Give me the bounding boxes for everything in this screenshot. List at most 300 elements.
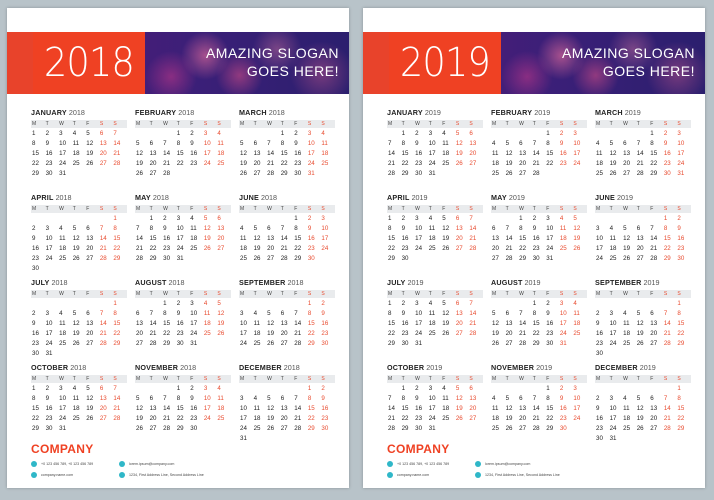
weekday-label: W bbox=[163, 121, 168, 127]
day-cell: 10 bbox=[240, 405, 247, 412]
day-cell: 10 bbox=[45, 235, 53, 242]
day-cell: 7 bbox=[505, 225, 510, 232]
weekday-label: S bbox=[203, 291, 208, 297]
weekday-label: F bbox=[294, 291, 298, 297]
day-cell: 27 bbox=[217, 245, 225, 252]
day-cell: 15 bbox=[113, 320, 121, 327]
day-cell: 16 bbox=[294, 150, 302, 157]
day-cell: 5 bbox=[442, 215, 446, 222]
weekday-label: W bbox=[519, 206, 524, 212]
month-year: 2018 bbox=[180, 363, 197, 372]
month-october bbox=[31, 363, 127, 443]
day-cell: 6 bbox=[99, 385, 104, 392]
empty-cell bbox=[240, 384, 254, 394]
day-cell: 30 bbox=[596, 350, 603, 357]
day-cell: 25 bbox=[217, 160, 225, 167]
contact-email bbox=[475, 460, 530, 468]
weekday-label: T bbox=[401, 376, 405, 382]
weekday-label: M bbox=[240, 206, 245, 212]
day-cell: 4 bbox=[492, 395, 496, 402]
day-cell: 23 bbox=[415, 415, 423, 422]
day-cell: 12 bbox=[240, 150, 247, 157]
weekday-label: T bbox=[253, 376, 257, 382]
day-cell: 22 bbox=[546, 160, 554, 167]
day-cell: 15 bbox=[401, 150, 409, 157]
day-cell: 17 bbox=[45, 330, 53, 337]
month-name: OCTOBER bbox=[387, 363, 425, 372]
slogan-line-2: GOES HERE! bbox=[602, 63, 695, 79]
day-cell: 28 bbox=[663, 425, 671, 432]
day-cell: 28 bbox=[294, 425, 302, 432]
weekday-label: S bbox=[217, 291, 221, 297]
weekday-label: T bbox=[72, 206, 76, 212]
day-cell: 4 bbox=[623, 310, 627, 317]
empty-cell bbox=[240, 214, 254, 224]
month-title bbox=[387, 363, 483, 375]
day-cell: 2 bbox=[596, 395, 600, 402]
day-cell: 30 bbox=[559, 425, 567, 432]
day-cell: 8 bbox=[280, 140, 285, 147]
day-cell: 10 bbox=[45, 320, 53, 327]
weekday-header bbox=[31, 290, 127, 298]
day-cell: 10 bbox=[59, 395, 67, 402]
month-year: 2019 bbox=[424, 108, 441, 117]
contact-email bbox=[119, 460, 174, 468]
day-cell: 11 bbox=[428, 225, 436, 232]
weekday-label: F bbox=[442, 121, 446, 127]
weekday-label: M bbox=[388, 121, 393, 127]
day-cell: 8 bbox=[32, 395, 36, 402]
day-cell: 12 bbox=[492, 320, 499, 327]
day-cell: 11 bbox=[59, 320, 66, 327]
day-cell: 19 bbox=[636, 415, 644, 422]
day-cell: 21 bbox=[136, 245, 143, 252]
weekday-label: T bbox=[401, 206, 405, 212]
day-cell: 22 bbox=[532, 330, 540, 337]
empty-cell bbox=[637, 129, 651, 139]
weekday-label: F bbox=[546, 206, 550, 212]
empty-cell bbox=[254, 129, 268, 139]
day-cell: 1 bbox=[677, 385, 681, 392]
day-cell: 24 bbox=[573, 415, 581, 422]
day-cell: 3 bbox=[677, 130, 681, 137]
weekday-label: W bbox=[267, 376, 272, 382]
weekday-label: T bbox=[532, 376, 536, 382]
day-cell: 24 bbox=[596, 255, 603, 262]
months-grid bbox=[387, 108, 687, 443]
day-cell: 26 bbox=[609, 170, 617, 177]
day-cell: 19 bbox=[72, 245, 80, 252]
email-text: lorem.ipsum@company.com bbox=[129, 462, 175, 466]
day-cell: 26 bbox=[636, 340, 644, 347]
day-cell: 2 bbox=[401, 215, 406, 222]
day-cell: 2 bbox=[415, 385, 419, 392]
weekday-header bbox=[239, 290, 335, 298]
days-grid bbox=[595, 214, 691, 264]
month-name: FEBRUARY bbox=[491, 108, 533, 117]
day-cell: 24 bbox=[176, 245, 184, 252]
day-cell: 5 bbox=[636, 310, 641, 317]
month-name: APRIL bbox=[31, 193, 54, 202]
day-cell: 4 bbox=[253, 395, 258, 402]
day-cell: 27 bbox=[99, 160, 107, 167]
day-cell: 25 bbox=[573, 330, 581, 337]
day-cell: 14 bbox=[294, 405, 302, 412]
day-cell: 7 bbox=[469, 215, 473, 222]
day-cell: 27 bbox=[505, 340, 513, 347]
empty-cell bbox=[150, 129, 164, 139]
day-cell: 11 bbox=[609, 235, 616, 242]
month-title bbox=[595, 108, 691, 120]
globe-icon bbox=[387, 472, 393, 478]
day-cell: 26 bbox=[253, 255, 261, 262]
day-cell: 8 bbox=[650, 140, 654, 147]
day-cell: 19 bbox=[267, 330, 275, 337]
month-year: 2018 bbox=[152, 193, 169, 202]
weekday-header bbox=[491, 375, 587, 383]
weekday-label: W bbox=[163, 376, 168, 382]
day-cell: 24 bbox=[415, 330, 423, 337]
day-cell: 18 bbox=[190, 235, 198, 242]
day-cell: 12 bbox=[86, 395, 94, 402]
day-cell: 4 bbox=[596, 140, 600, 147]
month-march bbox=[239, 108, 335, 188]
day-cell: 7 bbox=[636, 140, 641, 147]
day-cell: 22 bbox=[294, 245, 302, 252]
day-cell: 12 bbox=[623, 235, 631, 242]
day-cell: 11 bbox=[190, 225, 197, 232]
day-cell: 19 bbox=[136, 415, 143, 422]
contact-website bbox=[31, 471, 73, 479]
day-cell: 7 bbox=[388, 140, 392, 147]
day-cell: 4 bbox=[240, 225, 244, 232]
day-cell: 5 bbox=[217, 300, 221, 307]
day-cell: 25 bbox=[428, 330, 436, 337]
weekday-label: S bbox=[677, 376, 681, 382]
weekday-label: M bbox=[240, 121, 245, 127]
day-cell: 25 bbox=[623, 340, 631, 347]
day-cell: 19 bbox=[442, 320, 450, 327]
day-cell: 16 bbox=[190, 150, 198, 157]
day-cell: 20 bbox=[280, 415, 288, 422]
day-cell: 2 bbox=[32, 225, 36, 232]
day-cell: 25 bbox=[492, 425, 499, 432]
weekday-label: W bbox=[623, 376, 628, 382]
day-cell: 6 bbox=[149, 395, 154, 402]
day-cell: 26 bbox=[623, 255, 631, 262]
day-cell: 30 bbox=[321, 340, 329, 347]
day-cell: 16 bbox=[559, 150, 567, 157]
day-cell: 26 bbox=[636, 425, 644, 432]
day-cell: 27 bbox=[492, 255, 499, 262]
contact-phone bbox=[387, 460, 449, 468]
day-cell: 30 bbox=[45, 425, 53, 432]
month-february bbox=[491, 108, 587, 188]
days-grid bbox=[491, 214, 587, 264]
contact-website bbox=[387, 471, 429, 479]
day-cell: 13 bbox=[650, 405, 658, 412]
day-cell: 5 bbox=[442, 300, 446, 307]
day-cell: 24 bbox=[546, 245, 554, 252]
day-cell: 14 bbox=[650, 235, 658, 242]
days-grid bbox=[31, 214, 127, 274]
day-cell: 3 bbox=[176, 215, 181, 222]
day-cell: 22 bbox=[280, 160, 288, 167]
day-cell: 5 bbox=[636, 395, 641, 402]
day-cell: 15 bbox=[388, 235, 395, 242]
empty-cell bbox=[623, 299, 637, 309]
day-cell: 21 bbox=[149, 330, 157, 337]
month-name: DECEMBER bbox=[595, 363, 638, 372]
day-cell: 23 bbox=[663, 160, 671, 167]
day-cell: 8 bbox=[519, 225, 523, 232]
day-cell: 6 bbox=[267, 225, 271, 232]
day-cell: 11 bbox=[623, 320, 630, 327]
day-cell: 2 bbox=[176, 300, 181, 307]
weekday-label: S bbox=[559, 206, 564, 212]
day-cell: 9 bbox=[163, 225, 167, 232]
calendar-sheet-2018 bbox=[7, 8, 349, 488]
weekday-label: S bbox=[559, 291, 564, 297]
day-cell: 17 bbox=[240, 330, 247, 337]
month-title bbox=[491, 363, 587, 375]
day-cell: 20 bbox=[505, 330, 513, 337]
day-cell: 24 bbox=[428, 160, 436, 167]
weekday-label: S bbox=[113, 206, 117, 212]
empty-cell bbox=[650, 214, 664, 224]
day-cell: 4 bbox=[623, 395, 627, 402]
day-cell: 15 bbox=[176, 150, 184, 157]
day-cell: 27 bbox=[636, 255, 644, 262]
weekday-label: S bbox=[203, 121, 208, 127]
empty-cell bbox=[492, 129, 506, 139]
header-banner bbox=[363, 32, 705, 94]
day-cell: 23 bbox=[559, 415, 567, 422]
month-july bbox=[31, 278, 127, 358]
month-year: 2018 bbox=[178, 108, 195, 117]
weekday-label: F bbox=[190, 206, 194, 212]
day-cell: 14 bbox=[469, 225, 477, 232]
weekday-label: S bbox=[99, 206, 104, 212]
month-year: 2018 bbox=[168, 278, 185, 287]
day-cell: 21 bbox=[636, 160, 644, 167]
day-cell: 3 bbox=[559, 300, 564, 307]
day-cell: 13 bbox=[217, 225, 225, 232]
day-cell: 8 bbox=[546, 140, 550, 147]
day-cell: 12 bbox=[72, 320, 80, 327]
weekday-label: T bbox=[280, 206, 284, 212]
weekday-label: W bbox=[163, 206, 168, 212]
weekday-label: F bbox=[86, 291, 90, 297]
day-cell: 13 bbox=[492, 235, 499, 242]
weekday-label: M bbox=[32, 206, 37, 212]
day-cell: 22 bbox=[677, 330, 685, 337]
day-cell: 2 bbox=[45, 385, 50, 392]
day-cell: 26 bbox=[455, 160, 463, 167]
month-august bbox=[135, 278, 231, 358]
weekday-label: T bbox=[532, 206, 536, 212]
day-cell: 10 bbox=[176, 225, 184, 232]
weekday-label: S bbox=[113, 121, 117, 127]
day-cell: 28 bbox=[113, 415, 121, 422]
day-cell: 7 bbox=[99, 310, 104, 317]
month-year: 2018 bbox=[268, 108, 285, 117]
day-cell: 6 bbox=[99, 130, 104, 137]
day-cell: 1 bbox=[401, 385, 406, 392]
day-cell: 1 bbox=[307, 300, 312, 307]
day-cell: 30 bbox=[321, 425, 329, 432]
day-cell: 1 bbox=[176, 130, 181, 137]
website-text: company.name.com bbox=[41, 473, 74, 477]
weekday-label: F bbox=[442, 291, 446, 297]
weekday-label: T bbox=[505, 376, 509, 382]
empty-cell bbox=[596, 214, 610, 224]
day-cell: 11 bbox=[253, 405, 260, 412]
empty-cell bbox=[86, 299, 100, 309]
weekday-label: T bbox=[401, 121, 405, 127]
day-cell: 21 bbox=[163, 415, 171, 422]
day-cell: 29 bbox=[149, 255, 157, 262]
day-cell: 27 bbox=[623, 170, 631, 177]
day-cell: 30 bbox=[401, 340, 409, 347]
day-cell: 26 bbox=[86, 160, 94, 167]
day-cell: 26 bbox=[573, 245, 581, 252]
day-cell: 9 bbox=[415, 140, 419, 147]
empty-cell bbox=[59, 214, 73, 224]
slogan bbox=[149, 44, 339, 80]
day-cell: 13 bbox=[455, 225, 463, 232]
weekday-label: F bbox=[86, 206, 90, 212]
day-cell: 25 bbox=[623, 425, 631, 432]
empty-cell bbox=[281, 299, 295, 309]
empty-cell bbox=[623, 214, 637, 224]
weekday-label: S bbox=[307, 291, 312, 297]
weekday-header bbox=[491, 120, 587, 128]
weekday-label: T bbox=[428, 121, 432, 127]
weekday-label: W bbox=[519, 121, 524, 127]
empty-cell bbox=[294, 299, 308, 309]
month-year: 2019 bbox=[411, 193, 428, 202]
day-cell: 23 bbox=[321, 330, 329, 337]
day-cell: 9 bbox=[401, 225, 406, 232]
weekday-label: S bbox=[217, 376, 221, 382]
day-cell: 14 bbox=[519, 320, 527, 327]
day-cell: 23 bbox=[596, 340, 603, 347]
day-cell: 14 bbox=[294, 320, 302, 327]
day-cell: 29 bbox=[650, 170, 658, 177]
day-cell: 31 bbox=[190, 340, 198, 347]
day-cell: 26 bbox=[136, 170, 143, 177]
day-cell: 7 bbox=[113, 130, 117, 137]
day-cell: 18 bbox=[59, 330, 67, 337]
day-cell: 18 bbox=[217, 150, 225, 157]
day-cell: 6 bbox=[280, 395, 285, 402]
day-cell: 27 bbox=[99, 415, 107, 422]
day-cell: 18 bbox=[623, 415, 631, 422]
day-cell: 13 bbox=[86, 235, 94, 242]
weekday-label: M bbox=[492, 206, 497, 212]
day-cell: 18 bbox=[321, 150, 329, 157]
day-cell: 26 bbox=[72, 255, 80, 262]
day-cell: 1 bbox=[163, 300, 167, 307]
day-cell: 23 bbox=[176, 330, 184, 337]
weekday-label: M bbox=[136, 121, 141, 127]
day-cell: 12 bbox=[442, 310, 450, 317]
weekday-label: M bbox=[492, 121, 497, 127]
weekday-header bbox=[595, 120, 691, 128]
day-cell: 10 bbox=[415, 310, 423, 317]
month-title bbox=[595, 193, 691, 205]
day-cell: 1 bbox=[113, 215, 117, 222]
day-cell: 13 bbox=[636, 235, 644, 242]
day-cell: 26 bbox=[217, 330, 225, 337]
weekday-label: M bbox=[136, 206, 141, 212]
day-cell: 11 bbox=[623, 405, 630, 412]
day-cell: 7 bbox=[294, 395, 298, 402]
day-cell: 24 bbox=[677, 160, 685, 167]
day-cell: 4 bbox=[72, 130, 77, 137]
day-cell: 10 bbox=[415, 225, 423, 232]
day-cell: 7 bbox=[388, 395, 392, 402]
day-cell: 13 bbox=[455, 310, 463, 317]
empty-cell bbox=[596, 129, 610, 139]
empty-cell bbox=[163, 129, 177, 139]
months-grid bbox=[31, 108, 331, 443]
weekday-header bbox=[31, 205, 127, 213]
day-cell: 23 bbox=[321, 415, 329, 422]
day-cell: 26 bbox=[72, 340, 80, 347]
day-cell: 17 bbox=[609, 330, 617, 337]
day-cell: 1 bbox=[677, 300, 681, 307]
weekday-label: T bbox=[253, 121, 257, 127]
month-name: OCTOBER bbox=[31, 363, 69, 372]
day-cell: 30 bbox=[163, 255, 171, 262]
weekday-label: S bbox=[99, 121, 104, 127]
day-cell: 31 bbox=[45, 350, 53, 357]
days-grid bbox=[31, 129, 127, 179]
day-cell: 11 bbox=[240, 235, 247, 242]
day-cell: 1 bbox=[176, 385, 181, 392]
day-cell: 30 bbox=[32, 350, 39, 357]
day-cell: 19 bbox=[442, 235, 450, 242]
weekday-label: W bbox=[59, 121, 64, 127]
day-cell: 22 bbox=[401, 160, 409, 167]
day-cell: 18 bbox=[203, 320, 211, 327]
month-november bbox=[491, 363, 587, 443]
day-cell: 2 bbox=[307, 215, 312, 222]
day-cell: 12 bbox=[267, 405, 275, 412]
weekday-label: F bbox=[442, 206, 446, 212]
weekday-label: M bbox=[136, 376, 141, 382]
empty-cell bbox=[492, 384, 506, 394]
day-cell: 21 bbox=[469, 235, 477, 242]
day-cell: 23 bbox=[190, 160, 198, 167]
day-cell: 11 bbox=[492, 405, 499, 412]
empty-cell bbox=[86, 214, 100, 224]
day-cell: 5 bbox=[86, 130, 90, 137]
day-cell: 21 bbox=[99, 330, 107, 337]
day-cell: 13 bbox=[280, 320, 288, 327]
month-january bbox=[387, 108, 483, 188]
day-cell: 1 bbox=[307, 385, 312, 392]
weekday-label: M bbox=[596, 121, 601, 127]
day-cell: 31 bbox=[176, 255, 184, 262]
day-cell: 6 bbox=[136, 310, 140, 317]
day-cell: 8 bbox=[388, 225, 392, 232]
day-cell: 16 bbox=[677, 235, 685, 242]
weekday-label: W bbox=[415, 291, 420, 297]
days-grid bbox=[135, 299, 231, 349]
